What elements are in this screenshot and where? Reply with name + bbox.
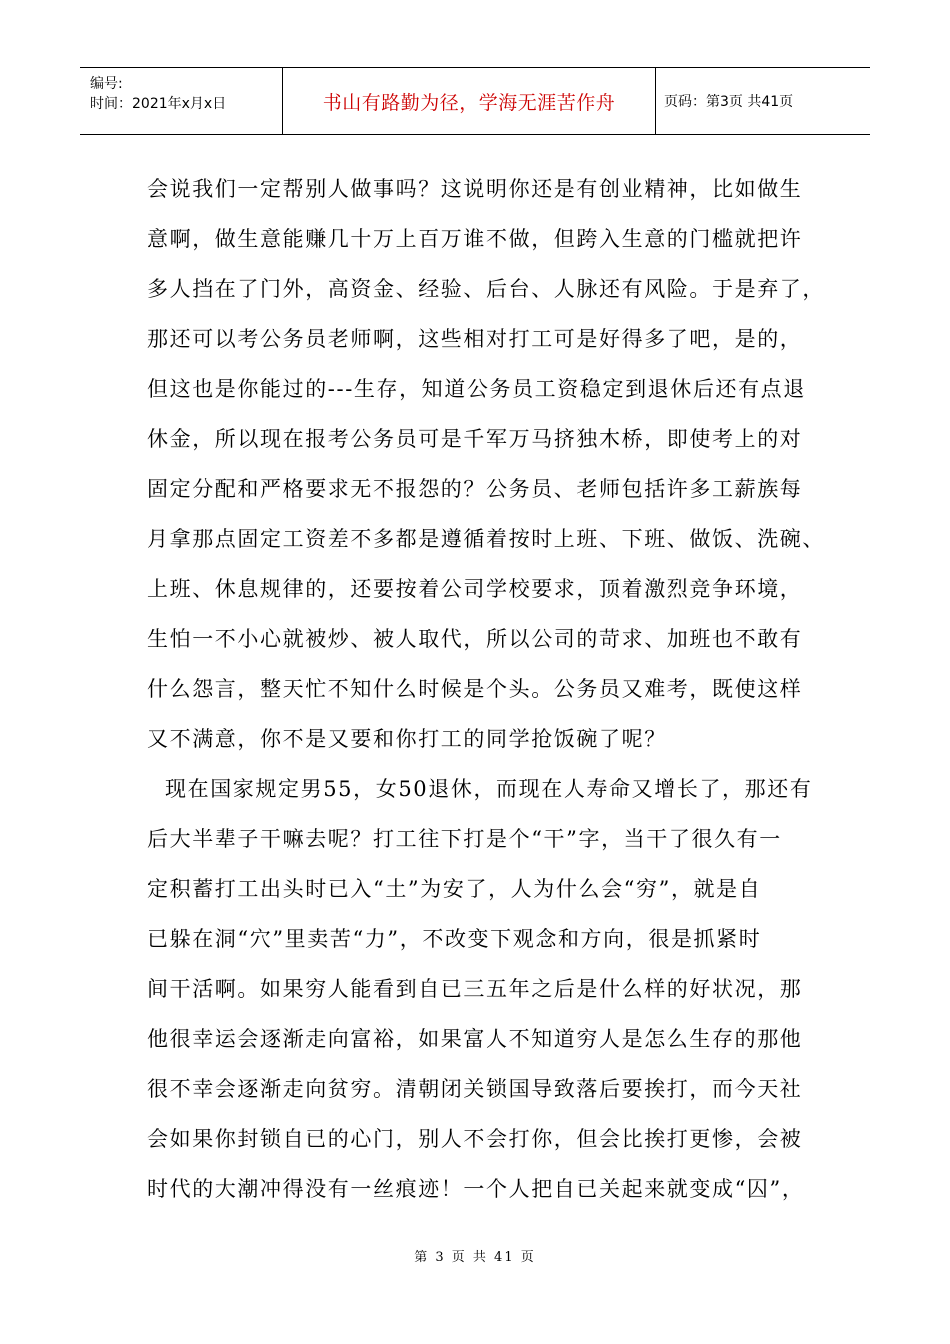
header-meta-cell [80, 68, 283, 134]
body-line: 什么怨言，整天忙不知什么时候是个头。公务员又难考，既使这样 [147, 677, 803, 701]
body-line: 意啊，做生意能赚几十万上百万谁不做，但跨入生意的门槛就把许 [147, 227, 803, 251]
body-line: 月拿那点固定工资差不多都是遵循着按时上班、下班、做饭、洗碗、 [147, 527, 825, 551]
body-line: 又不满意，你不是又要和你打工的同学抢饭碗了呢？ [147, 727, 667, 751]
page-code-cell [656, 68, 870, 134]
body-line: 休金，所以现在报考公务员可是千军万马挤独木桥，即使考上的对 [147, 427, 803, 451]
paragraph-start-line: 现在国家规定男55，女50退休，而现在人寿命又增长了，那还有 [165, 777, 813, 801]
body-line: 已躲在洞“穴”里卖苦“力”，不改变下观念和方向，很是抓紧时 [147, 927, 762, 951]
motto-cell [283, 68, 656, 134]
body-line: 后大半辈子干嘛去呢？打工往下打是个“干”字，当干了很久有一 [147, 827, 782, 851]
body-line: 会如果你封锁自已的心门，别人不会打你，但会比挨打更惨，会被 [147, 1127, 803, 1151]
body-text [147, 164, 827, 1214]
header-table [80, 67, 870, 135]
body-line: 间干活啊。如果穷人能看到自已三五年之后是什么样的好状况，那 [147, 977, 803, 1001]
body-line: 他很幸运会逐渐走向富裕，如果富人不知道穷人是怎么生存的那他 [147, 1027, 803, 1051]
date-label: 时间：2021年x月x日 [90, 96, 227, 112]
body-line: 上班、休息规律的，还要按着公司学校要求，顶着激烈竞争环境， [147, 577, 803, 601]
number-label: 编号: [90, 76, 123, 92]
motto-text: 书山有路勤为径，学海无涯苦作舟 [322, 91, 616, 114]
body-line: 会说我们一定帮别人做事吗？这说明你还是有创业精神，比如做生 [147, 177, 803, 201]
body-line: 生怕一不小心就被炒、被人取代，所以公司的苛求、加班也不敢有 [147, 627, 803, 651]
body-line: 固定分配和严格要求无不报怨的？公务员、老师包括许多工薪族每 [147, 477, 803, 501]
body-line: 时代的大潮冲得没有一丝痕迹！一个人把自已关起来就变成“囚”， [147, 1177, 805, 1201]
body-line: 那还可以考公务员老师啊，这些相对打工可是好得多了吧，是的， [147, 327, 803, 351]
body-line: 但这也是你能过的---生存，知道公务员工资稳定到退休后还有点退 [147, 377, 806, 401]
body-line: 定积蓄打工出头时已入“土”为安了，人为什么会“穷”，就是自 [147, 877, 762, 901]
body-line: 多人挡在了门外，高资金、经验、后台、人脉还有风险。于是弃了， [147, 277, 825, 301]
page-footer: 第 3 页 共 41 页 [414, 1250, 536, 1265]
page-code-text: 页码：第3页 共41页 [664, 94, 794, 110]
body-line: 很不幸会逐渐走向贫穷。清朝闭关锁国导致落后要挨打，而今天社 [147, 1077, 803, 1101]
